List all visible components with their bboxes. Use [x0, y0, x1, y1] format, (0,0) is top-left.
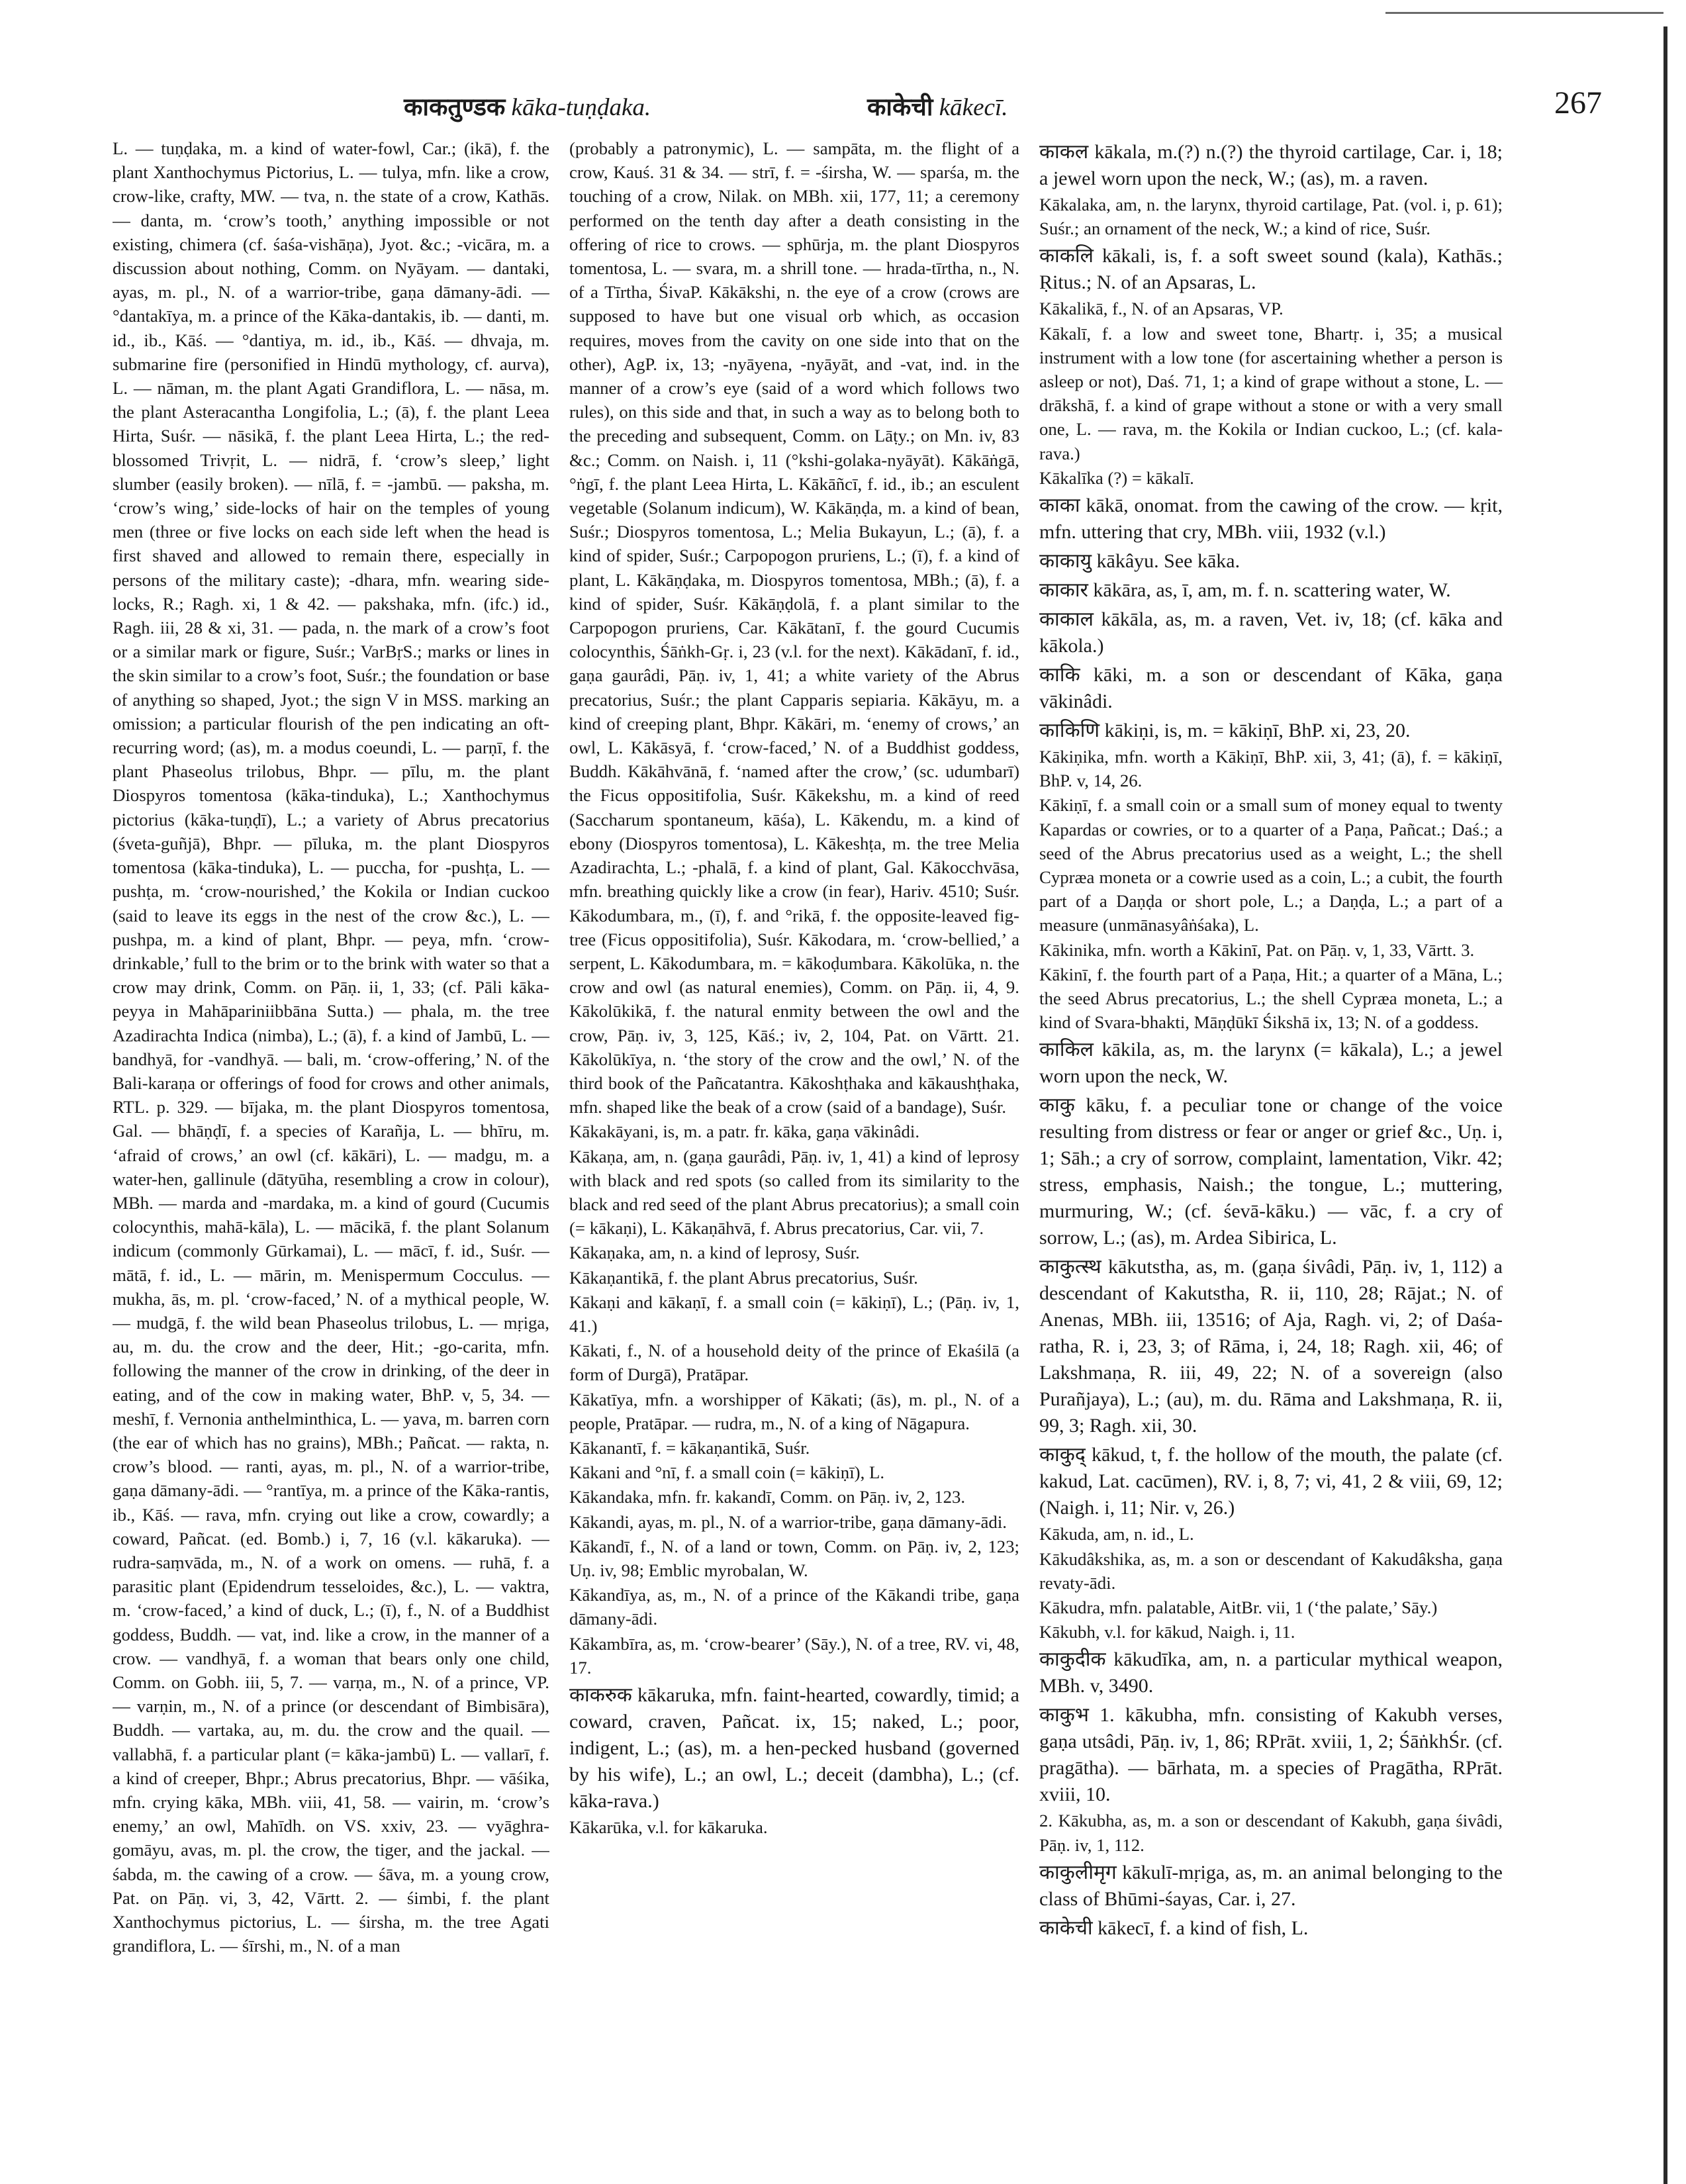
- dictionary-entry: Kākanantī, f. = kākaṇantikā, Suśr.: [569, 1437, 810, 1458]
- dictionary-entry: Kākandī, f., N. of a land or town, Comm. on Pāṇ. iv, 2, 123; Uṇ. iv, 98; Emblic myrobalan, W.: [569, 1536, 1019, 1580]
- dictionary-entry: काकरुक kākaruka, mfn. faint-hearted, cowardly, timid; a coward, craven, Pañcat. ix, 15; naked, L.; poor, indigent, L.; (as), m. a hen-pecked husband (governed by his wife), L.; an owl, L.; deceit (dambha), L.; (cf. kāka-rava.): [569, 1684, 1019, 1812]
- dictionary-entry: Kākalī, f. a low and sweet tone, Bhartṛ. i, 35; a musical instrument with a low tone (for ascertaining whether a person is asleep or not), Daś. 71, 1; a kind of grape without a stone, L. — drākshā, f. a kind of grape without a stone or with a very small one, L. — rava, m. the Kokila or Indian cuckoo, L.; (cf. kala-rava.): [1039, 323, 1503, 463]
- dictionary-entry: Kākudâkshika, as, m. a son or descendant of Kakudâksha, gaṇa revaty-ādi.: [1039, 1548, 1503, 1593]
- dictionary-entry: Kākaṇantikā, f. the plant Abrus precatorius, Suśr.: [569, 1267, 918, 1288]
- dictionary-entry: Kākaṇi and kākaṇī, f. a small coin (= kākiṇī), L.; (Pāṇ. iv, 1, 41.): [569, 1292, 1019, 1336]
- dictionary-entry: 2. Kākubha, as, m. a son or descendant of Kakubh, gaṇa śivâdi, Pāṇ. iv, 1, 112.: [1039, 1811, 1503, 1855]
- header-left-transliteration: kāka-tuṇḍaka.: [511, 94, 651, 121]
- dictionary-entry: काकिल kākila, as, m. the larynx (= kākala), L.; a jewel worn upon the neck, W.: [1039, 1039, 1503, 1088]
- dictionary-entry: Kākalīka (?) = kākalī.: [1039, 467, 1194, 488]
- page-header: [113, 85, 1602, 124]
- dictionary-entry: Kākandaka, mfn. fr. kakandī, Comm. on Pāṇ. iv, 2, 123.: [569, 1487, 966, 1507]
- dictionary-entry: काकुलीमृग kākulī-mṛiga, as, m. an animal belonging to the class of Bhūmi-śayas, Car. i, 27.: [1039, 1861, 1503, 1910]
- header-center-transliteration: kākecī.: [939, 94, 1008, 121]
- dictionary-entry: काकुद् kākud, t, f. the hollow of the mouth, the palate (cf. kakud, Lat. cacūmen), RV. i, 8, 7; vi, 41, 2 & viii, 69, 12; (Naigh. i, 11; Nir. v, 26.): [1039, 1444, 1503, 1519]
- dictionary-entry: (probably a patronymic), L. — sampāta, m. the flight of a crow, Kauś. 31 & 34. — strī, f. = -śirsha, W. — sparśa, m. the touching of a crow, Nilak. on MBh. xii, 177, 11; a ceremony performed on the tenth day after a death consisting in the offering of rice to crows. — sphūrja, m. the plant Diospyros tomentosa, L. — svara, m. a shrill tone. — hrada-tīrtha, n., N. of a Tīrtha, ŚivaP. Kākākshi, n. the eye of a crow (crows are supposed to have but one visual orb which, as occasion requires, moves from the cavity on one side into that on the other), AgP. ix, 13; -nyāyena, -nyāyāt, and -vat, ind. in the manner of a crow’s eye (said of a word which follows two rules), on this side and that, in such a way as to belong both to the preceding and subsequent, Comm. on Lāṭy.; on Mn. iv, 83 &c.; Comm. on Naish. i, 11 (°kshi-golaka-nyāyāt). Kākāṅgā, °ṅgī, f. the plant Leea Hirta, L. Kākāñcī, f. id., ib.; an esculent vegetable (Solanum indicum), W. Kākāṇḍa, m. a kind of bean, Suśr.; Diospyros tomentosa, L.; Melia Bukayun, L.; (ā), f. a kind of spider, Suśr.; Carpopogon pruriens, L.; (ī), f. a kind of plant, L. Kākāṇḍaka, m. Diospyros tomentosa, MBh.; (ā), f. a kind of spider, Suśr. Kākāṇḍolā, f. a plant similar to the Carpopogon pruriens, Car. Kākātanī, f. the gourd Cucumis colocynthis, Śāṅkh-Gṛ. i, 23 (v.l. for the next). Kākādanī, f. id., gaṇa gaurâdi, Pāṇ. iv, 1, 41; a white variety of the Abrus precatorius, Suśr.; the plant Capparis sepiaria. Kākāyu, m. a kind of creeping plant, Bhpr. Kākāri, m. ‘enemy of crows,’ an owl, L. Kākāsyā, f. ‘crow-faced,’ N. of a Buddhist goddess, Buddh. Kākāhvānā, f. ‘named after the crow,’ (sc. udumbarī) the Ficus oppositifolia, Suśr. Kākekshu, m. a kind of reed (Saccharum spontaneum, kāśa), L. Kākendu, m. a kind of ebony (Diospyros tomentosa), L. Kākeshṭa, m. the tree Melia Azadirachta, L.; -phalā, f. a kind of plant, Gal. Kākocchvāsa, mfn. breathing quickly like a crow (in fear), Hariv. 4510; Suśr. Kākodumbara, m., (ī), f. and °rikā, f. the opposite-leaved fig-tree (Ficus oppositifolia), Suśr. Kākodara, m. ‘crow-bellied,’ a serpent, L. Kākodumbara, m. = kākoḍumbara. Kākolūka, n. the crow and owl (as natural enemies), Comm. on Pāṇ. ii, 4, 9. Kākolūkikā, f. the natural enmity between the owl and the crow, Pāṇ. iv, 3, 125, Kāś.; iv, 2, 104, Pat. on Vārtt. 21. Kākolūkīya, n. ‘the story of the crow and the owl,’ N. of the third book of the Pañcatantra. Kākoshṭhaka and kākaushṭhaka, mfn. shaped like the beak of a crow (said of a bandage), Suśr.: [569, 138, 1019, 1117]
- dictionary-entry: काकायु kākâyu. See kāka.: [1039, 550, 1241, 573]
- scan-edge-top: [1385, 12, 1663, 14]
- dictionary-entry: Kākani and °nī, f. a small coin (= kākiṇī), L.: [569, 1462, 885, 1483]
- dictionary-entry: Kākubh, v.l. for kākud, Naigh. i, 11.: [1039, 1622, 1295, 1642]
- dictionary-entry: Kākalikā, f., N. of an Apsaras, VP.: [1039, 299, 1284, 319]
- column-2: [569, 136, 1019, 2162]
- dictionary-entry: Kākandi, ayas, m. pl., N. of a warrior-tribe, gaṇa dāmany-ādi.: [569, 1511, 1007, 1532]
- dictionary-entry: काकिणि kākiṇi, is, m. = kākiṇī, BhP. xi, 23, 20.: [1039, 720, 1411, 742]
- dictionary-entry: काकार kākāra, as, ī, am, m. f. n. scattering water, W.: [1039, 579, 1451, 602]
- dictionary-entry: काकुदीक kākudīka, am, n. a particular mythical weapon, MBh. v, 3490.: [1039, 1648, 1503, 1697]
- scan-edge-right: [1663, 26, 1667, 2184]
- dictionary-entry: Kākiṇī, f. a small coin or a small sum of money equal to twenty Kapardas or cowries, or to a quarter of a Paṇa, Pañcat.; Daś.; a seed of the Abrus precatorius used as a weight, L.; the shell Cypræa moneta or a cowrie used as a coin, L.; a cubit, the fourth part of a Daṇḍa or short pole, L.; a Daṇḍa, L.; a part of a measure (unmānasyâṅśaka), L.: [1039, 795, 1503, 935]
- dictionary-entry: Kākalaka, am, n. the larynx, thyroid cartilage, Pat. (vol. i, p. 61); Suśr.; an ornament of the neck, W.; a kind of rice, Suśr.: [1039, 195, 1503, 239]
- dictionary-entry: काकल kākala, m.(?) n.(?) the thyroid cartilage, Car. i, 18; a jewel worn upon the neck, W.; (as), m. a raven.: [1039, 141, 1503, 189]
- dictionary-entry: काकु kāku, f. a peculiar tone or change of the voice resulting from distress or fear or anger or grief &c., Uṇ. i, 1; Sāh.; a cry of sorrow, complaint, lamentation, Vikr. 42; stress, emphasis, Naish.; the tongue, L.; muttering, murmuring, W.; (cf. śevā-kāku.) — vāc, f. a cry of sorrow, L.; (as), m. Ardea Sibirica, L.: [1039, 1094, 1503, 1249]
- dictionary-entry: Kākudra, mfn. palatable, AitBr. vii, 1 (‘the palate,’ Sāy.): [1039, 1597, 1438, 1618]
- dictionary-entry: काकेची kākecī, f. a kind of fish, L.: [1039, 1917, 1309, 1939]
- dictionary-entry: Kākiṇika, mfn. worth a Kākiṇī, BhP. xii, 3, 41; (ā), f. = kākiṇī, BhP. v, 14, 26.: [1039, 747, 1503, 791]
- dictionary-entry: काकलि kākali, is, f. a soft sweet sound (kala), Kathās.; Ṛitus.; N. of an Apsaras, L.: [1039, 245, 1503, 294]
- dictionary-entry: Kākinī, f. the fourth part of a Paṇa, Hit.; a quarter of a Māna, L.; the seed Abrus precatorius, L.; the shell Cypræa moneta, L.; a kind of Svara-bhakti, Māṇḍūkī Śikshā ix, 13; N. of a goddess.: [1039, 964, 1503, 1033]
- dictionary-entry: काका kākā, onomat. from the cawing of the crow. — kṛit, mfn. uttering that cry, MBh. viii, 1932 (v.l.): [1039, 495, 1503, 544]
- page-number: 267: [1554, 85, 1602, 120]
- dictionary-entry: काकुत्स्थ kākutstha, as, m. (gaṇa śivâdi, Pāṇ. iv, 1, 112) a descendant of Kakutstha, R. ii, 110, 28; Rājat.; N. of Anenas, MBh. iii, 13516; of Aja, Ragh. vi, 2; of Daśa-ratha, R. i, 23, 3; of Rāma, i, 24, 18; Ragh. xii, 46; of Lakshmaṇa, R. iii, 49, 22; N. of a sovereign (also Purañjaya), L.; (au), m. du. Rāma and Lakshmaṇa, R. ii, 99, 3; Ragh. xii, 30.: [1039, 1256, 1503, 1437]
- dictionary-entry: Kākandīya, as, m., N. of a prince of the Kākandi tribe, gaṇa dāmany-ādi.: [569, 1585, 1019, 1629]
- header-left-devanagari: काकतुण्डक: [404, 94, 506, 121]
- dictionary-entry: Kākaṇaka, am, n. a kind of leprosy, Suśr.: [569, 1243, 860, 1263]
- dictionary-columns: [113, 136, 1602, 2162]
- dictionary-entry: Kākuda, am, n. id., L.: [1039, 1524, 1194, 1544]
- dictionary-entry: Kākarūka, v.l. for kākaruka.: [569, 1817, 768, 1837]
- header-left-headword: [404, 89, 651, 122]
- dictionary-entry: Kākinika, mfn. worth a Kākinī, Pat. on Pāṇ. v, 1, 33, Vārtt. 3.: [1039, 939, 1475, 960]
- dictionary-entry: L. — tuṇḍaka, m. a kind of water-fowl, Car.; (ikā), f. the plant Xanthochymus Pictorius, L. — tulya, mfn. like a crow, crow-like, crafty, MW. — tva, n. the state of a crow, Kathās. — danta, m. ‘crow’s tooth,’ anything impossible or not existing, chimera (cf. śaśa-vishāṇa), Jyot. &c.; -vicāra, m. a discussion about nothing, Comm. on Nyāyam. — dantaki, ayas, m. pl., N. of a warrior-tribe, gaṇa dāmany-ādi. — °dantakīya, m. a prince of the Kāka-dantakis, ib. — danti, m. id., ib., Kāś. — °dantiya, m. id., ib., Kāś. — dhvaja, m. submarine fire (personified in Hindū mythology, cf. aurva), L. — nāman, m. the plant Agati Grandiflora, L. — nāsa, m. the plant Asteracantha Longifolia, L.; (ā), f. the plant Leea Hirta, Suśr. — nāsikā, f. the plant Leea Hirta, L.; the red-blossomed Trivṛit, L. — nidrā, f. ‘crow’s sleep,’ light slumber (easily broken). — nīlā, f. = -jambū. — paksha, m. ‘crow’s wing,’ side-locks of hair on the temples of young men (three or five locks on each side left when the head is first shaved and allowed to remain there, especially in persons of the military caste); -dhara, mfn. wearing side-locks, R.; Ragh. xi, 1 & 42. — pakshaka, mfn. (ifc.) id., Ragh. iii, 28 & xi, 31. — pada, n. the mark of a crow’s foot or a similar mark or figure, Suśr.; VarBṛS.; marks or lines in the skin similar to a crow’s foot, Suśr.; the foundation or base of anything so shaped, Jyot.; the sign V in MSS. marking an omission; a particular flourish of the pen indicating an oft-recurring word; (as), m. a modus coeundi, L. — parṇī, f. the plant Phaseolus trilobus, Bhpr. — pīlu, m. the plant Diospyros tomentosa (kāka-tinduka), L.; Xanthochymus pictorius (kāka-tuṇḍī), L.; a variety of Abrus precatorius (śveta-guñjā), Bhpr. — pīluka, m. the plant Diospyros tomentosa (kāka-tinduka), L. — puccha, for -pushṭa, L. — pushṭa, m. ‘crow-nourished,’ the Kokila or Indian cuckoo (said to leave its eggs in the nest of the crow &c.), L. — pushpa, m. a kind of plant, Bhpr. — peya, mfn. ‘crow-drinkable,’ full to the brim or to the brink with water so that a crow may drink, Comm. on Pāṇ. ii, 1, 33; (cf. Pāli kāka-peyya in Mahāpariniibbāna Sutta.) — phala, m. the tree Azadirachta Indica (nimba), L.; (ā), f. a kind of Jambū, L. — bandhyā, for -vandhyā. — bali, m. ‘crow-offering,’ N. of the Bali-karaṇa or offerings of food for crows and other animals, RTL. p. 329. — bījaka, m. the plant Diospyros tomentosa, Gal. — bhāṇḍī, f. a species of Karañja, L. — bhīru, m. ‘afraid of crows,’ an owl (cf. kākāri), L. — madgu, m. a water-hen, gallinule (dātyūha, resembling a crow in colour), MBh. — marda and -mardaka, m. a kind of gourd (Cucumis colocynthis, mahā-kāla), L. — mācikā, f. the plant Solanum indicum (commonly Gūrkamai), L. — mācī, f. id., Suśr. — mātā, f. id., L. — mārin, m. Menispermum Cocculus. — mukha, ās, m. pl. ‘crow-faced,’ N. of a mythical people, W. — mudgā, f. the wild bean Phaseolus trilobus, L. — mṛiga, au, m. du. the crow and the deer, Hit.; -go-carita, mfn. following the manner of the crow in drinking, of the deer in eating, and of the cow in making water, BhP. v, 5, 34. — meshī, f. Vernonia anthelminthica, L. — yava, m. barren corn (the ear of which has no grains), MBh.; Pañcat. — rakta, n. crow’s blood. — ranti, ayas, m. pl., N. of a warrior-tribe, gaṇa dāmany-ādi. — °rantīya, m. a prince of the Kāka-rantis, ib., Kāś. — rava, mfn. crying out like a crow, cowardly; a coward, Pañcat. (ed. Bomb.) i, 7, 16 (v.l. kākaruka). — rudra-saṃvāda, m., N. of a work on omens. — ruhā, f. a parasitic plant (Epidendrum tesseloides, &c.), L. — vaktra, m. ‘crow-faced,’ a kind of duck, L.; (ī), f., N. of a Buddhist goddess, Buddh. — vat, ind. like a crow, in the manner of a crow. — vandhyā, f. a woman that bears only one child, Comm. on Gobh. iii, 5, 7. — varṇa, m., N. of a prince, VP. — varṇin, m., N. of a prince (or descendant of Bimbisāra), Buddh. — vartaka, au, m. du. the crow and the quail. — vallabhā, f. a particular plant (= kāka-jambū) L. — vallarī, f. a kind of creeper, Bhpr.; Abrus precatorius, Bhpr. — vāśika, mfn. crying kāka, MBh. viii, 41, 58. — vairin, m. ‘crow’s enemy,’ an owl, Mahīdh. on VS. xxiv, 23. — vyāghra-gomāyu, avas, m. pl. the crow, the tiger, and the jackal. — śabda, m. the cawing of a crow. — śāva, m. a young crow, Pat. on Pāṇ. vi, 3, 42, Vārtt. 2. — śimbi, f. the plant Xanthochymus pictorius, L. — śirsha, m. the tree Agati grandiflora, L. — śīrshi, m., N. of a man: [113, 138, 549, 1956]
- column-1: [113, 136, 549, 2162]
- dictionary-entry: काकुभ 1. kākubha, mfn. consisting of Kakubh verses, gaṇa utsâdi, Pāṇ. iv, 1, 86; RPrāt. xviii, 1, 2; ŚāṅkhŚr. (cf. pragātha). — bārhata, m. a species of Pragātha, RPrāt. xviii, 10.: [1039, 1704, 1503, 1806]
- dictionary-entry: काकाल kākāla, as, m. a raven, Vet. iv, 18; (cf. kāka and kākola.): [1039, 608, 1503, 657]
- dictionary-entry: Kākaṇa, am, n. (gaṇa gaurâdi, Pāṇ. iv, 1, 41) a kind of leprosy with black and red spots (so called from its similarity to the black and red seed of the plant Abrus precatorius); a small coin (= kākaṇi), L. Kākaṇāhvā, f. Abrus precatorius, Car. vii, 7.: [569, 1146, 1019, 1239]
- header-center-devanagari: काकेची: [867, 94, 933, 121]
- dictionary-entry: काकि kāki, m. a son or descendant of Kāka, gaṇa vākinâdi.: [1039, 664, 1503, 713]
- dictionary-entry: Kākati, f., N. of a household deity of the prince of Ekaśilā (a form of Durgā), Pratāpar.: [569, 1341, 1019, 1385]
- dictionary-entry: Kākambīra, as, m. ‘crow-bearer’ (Sāy.), N. of a tree, RV. vi, 48, 17.: [569, 1633, 1019, 1678]
- column-3: [1039, 136, 1503, 2162]
- dictionary-entry: Kākakāyani, is, m. a patr. fr. kāka, gaṇa vākinâdi.: [569, 1121, 920, 1142]
- dictionary-entry: Kākatīya, mfn. a worshipper of Kākati; (ās), m. pl., N. of a people, Pratāpar. — rudra, m., N. of a king of Nāgapura.: [569, 1389, 1019, 1433]
- header-center-headword: [867, 89, 1007, 122]
